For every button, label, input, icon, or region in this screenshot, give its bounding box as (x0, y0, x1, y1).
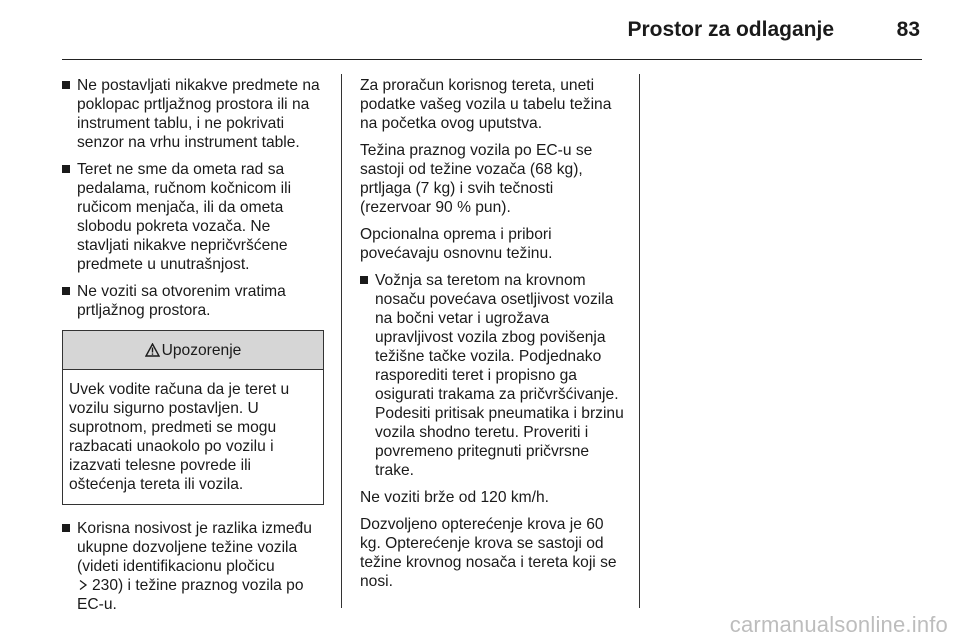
page-header (0, 0, 960, 62)
bullet-square-icon (62, 524, 70, 532)
page-title: Prostor za odlaganje (627, 18, 834, 41)
bullet-item (62, 160, 324, 274)
bullet-text: Ne postavljati nikakve predmete na poklopac prtljažnog prostora ili na instrument tablu, i ne pokrivati senzor na vrhu instrument table. (77, 77, 320, 151)
bullet-text: Korisna nosivost je razlika između ukupne dozvoljene težine vozila (videti identifikacionu pločicu (77, 520, 312, 575)
paragraph: Ne voziti brže od 120 km/h. (360, 489, 549, 506)
paragraph: Opcionalna oprema i pribori povećavaju osnovnu težinu. (360, 226, 553, 262)
warning-text: Uvek vodite računa da je teret u vozilu sigurno postavljen. U suprotnom, predmeti se mogu razbacati unaokolo po vozilu i izazvati telesne povrede ili oštećenja tereta ili vozila. (69, 381, 290, 493)
bullet-square-icon (360, 276, 368, 284)
warning-triangle-icon (145, 343, 160, 357)
text-column-1 (62, 76, 324, 622)
warning-header (63, 331, 323, 370)
bullet-item (62, 519, 324, 614)
bullet-text: ) i težine praznog vozila po EC-u. (77, 577, 304, 613)
bullet-text: Teret ne sme da ometa rad sa pedalama, ručnom kočnicom ili ručicom menjača, ili da ometa slobodu pokreta vozača. Ne stavljati nikakve nepričvršćene predmete u unutrašnjost. (77, 161, 292, 273)
bullet-square-icon (62, 81, 70, 89)
paragraph: Dozvoljeno opterećenje krova je 60 kg. Opterećenje krova se sastoji od težine krovnog nosača i tereta koji se nosi. (360, 516, 617, 590)
bullet-item (62, 282, 324, 320)
bullet-item (360, 271, 626, 480)
bullet-square-icon (62, 165, 70, 173)
warning-title: Upozorenje (161, 341, 242, 359)
bullet-text: Vožnja sa teretom na krovnom nosaču povećava osetljivost vozila na bočni vetar i ugrožava upravljivost vozila zbog povišenja težišne tačke vozila. Podjednako rasporediti teret i propisno ga osigurati trakama za pričvršćivanje. Podesiti pritisak pneumatika i brzinu vozila shodno teretu. Proveriti i povremeno pritegnuti pričvrsne trake. (375, 272, 624, 479)
page-reference-link[interactable]: 230 (92, 577, 119, 594)
column-divider-left (341, 74, 342, 608)
page-reference-arrow-icon (77, 577, 89, 589)
column-divider-right (639, 74, 640, 608)
bullet-square-icon (62, 287, 70, 295)
paragraph: Težina praznog vozila po EC-u se sastoji od težine vozača (68 kg), prtljaga (7 kg) i svih tečnosti (rezervoar 90 % pun). (360, 142, 593, 216)
bullet-text: Ne voziti sa otvorenim vratima prtljažnog prostora. (77, 283, 286, 319)
header-rule (62, 59, 922, 60)
warning-box (62, 330, 324, 505)
page-number: 83 (896, 18, 920, 41)
paragraph: Za proračun korisnog tereta, uneti podatke vašeg vozila u tabelu težina na početka ovog uputstva. (360, 77, 612, 132)
watermark: carmanualsonline.info (729, 612, 948, 637)
bullet-item (62, 76, 324, 152)
text-column-2 (360, 76, 626, 599)
